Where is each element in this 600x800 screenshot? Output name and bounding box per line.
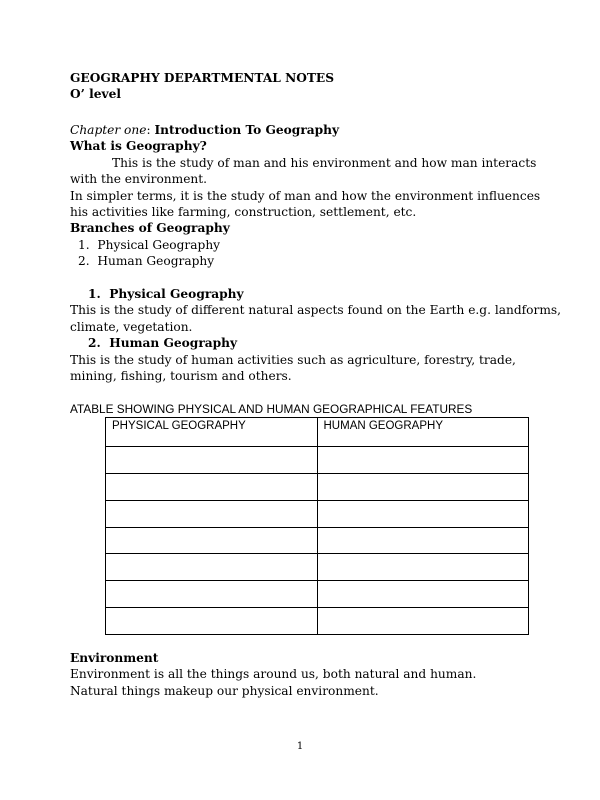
human-line-1: This is the study of human activities such as agriculture, forestry, trade, — [70, 353, 516, 367]
human-heading — [88, 335, 237, 351]
section-title: Human Geography — [109, 336, 238, 350]
environment-line-2: Natural things makeup our physical environment. — [70, 684, 379, 698]
table-cell — [317, 527, 529, 554]
table-row — [106, 446, 529, 473]
table-cell — [317, 554, 529, 581]
table-cell — [106, 473, 318, 500]
what-is-line-2: with the environment. — [70, 172, 208, 186]
page-number: 1 — [296, 741, 304, 752]
what-is-line-3: In simpler terms, it is the study of man and how the environment influences — [70, 189, 541, 203]
list-label: Physical Geography — [97, 238, 221, 252]
list-number: 1. — [78, 238, 90, 252]
document-level: O’ level — [70, 87, 121, 101]
header-human: HUMAN GEOGRAPHY — [317, 418, 529, 447]
chapter-separator: : — [146, 123, 155, 137]
features-table — [105, 417, 529, 635]
table-cell — [317, 446, 529, 473]
table-row — [106, 608, 529, 635]
table-row — [106, 473, 529, 500]
table-cell — [106, 527, 318, 554]
table-cell — [317, 500, 529, 527]
chapter-heading — [70, 122, 339, 138]
environment-heading: Environment — [70, 651, 159, 665]
document-title: GEOGRAPHY DEPARTMENTAL NOTES — [70, 71, 335, 85]
branches-item-2 — [78, 253, 214, 269]
physical-line-1: This is the study of different natural aspects found on the Earth e.g. landforms, — [70, 303, 562, 317]
table-caption: ATABLE SHOWING PHYSICAL AND HUMAN GEOGRAPHICAL FEATURES — [70, 402, 473, 416]
table-cell — [106, 554, 318, 581]
table-cell — [106, 608, 318, 635]
table-row — [106, 500, 529, 527]
header-physical: PHYSICAL GEOGRAPHY — [106, 418, 318, 447]
chapter-prefix: Chapter one — [70, 123, 147, 137]
table-cell — [317, 473, 529, 500]
table-cell — [106, 500, 318, 527]
environment-line-1: Environment is all the things around us, both natural and human. — [70, 667, 477, 681]
table-cell — [106, 446, 318, 473]
section-number: 2. — [88, 336, 101, 350]
physical-heading — [88, 286, 244, 302]
table-row — [106, 554, 529, 581]
table-cell — [106, 581, 318, 608]
chapter-title: Introduction To Geography — [154, 123, 340, 137]
human-line-2: mining, fishing, tourism and others. — [70, 369, 292, 383]
what-is-heading: What is Geography? — [70, 139, 207, 153]
branches-heading: Branches of Geography — [70, 221, 230, 235]
branches-item-1 — [78, 237, 220, 253]
section-title: Physical Geography — [109, 287, 244, 301]
table-cell — [317, 608, 529, 635]
list-number: 2. — [78, 254, 90, 268]
table-row — [106, 527, 529, 554]
what-is-line-1: This is the study of man and his environment and how man interacts — [112, 156, 537, 170]
table-row — [106, 581, 529, 608]
table-cell — [317, 581, 529, 608]
list-label: Human Geography — [97, 254, 215, 268]
physical-line-2: climate, vegetation. — [70, 320, 193, 334]
what-is-line-4: his activities like farming, construction, settlement, etc. — [70, 205, 417, 219]
section-number: 1. — [88, 287, 101, 301]
table-header-row — [106, 418, 529, 447]
